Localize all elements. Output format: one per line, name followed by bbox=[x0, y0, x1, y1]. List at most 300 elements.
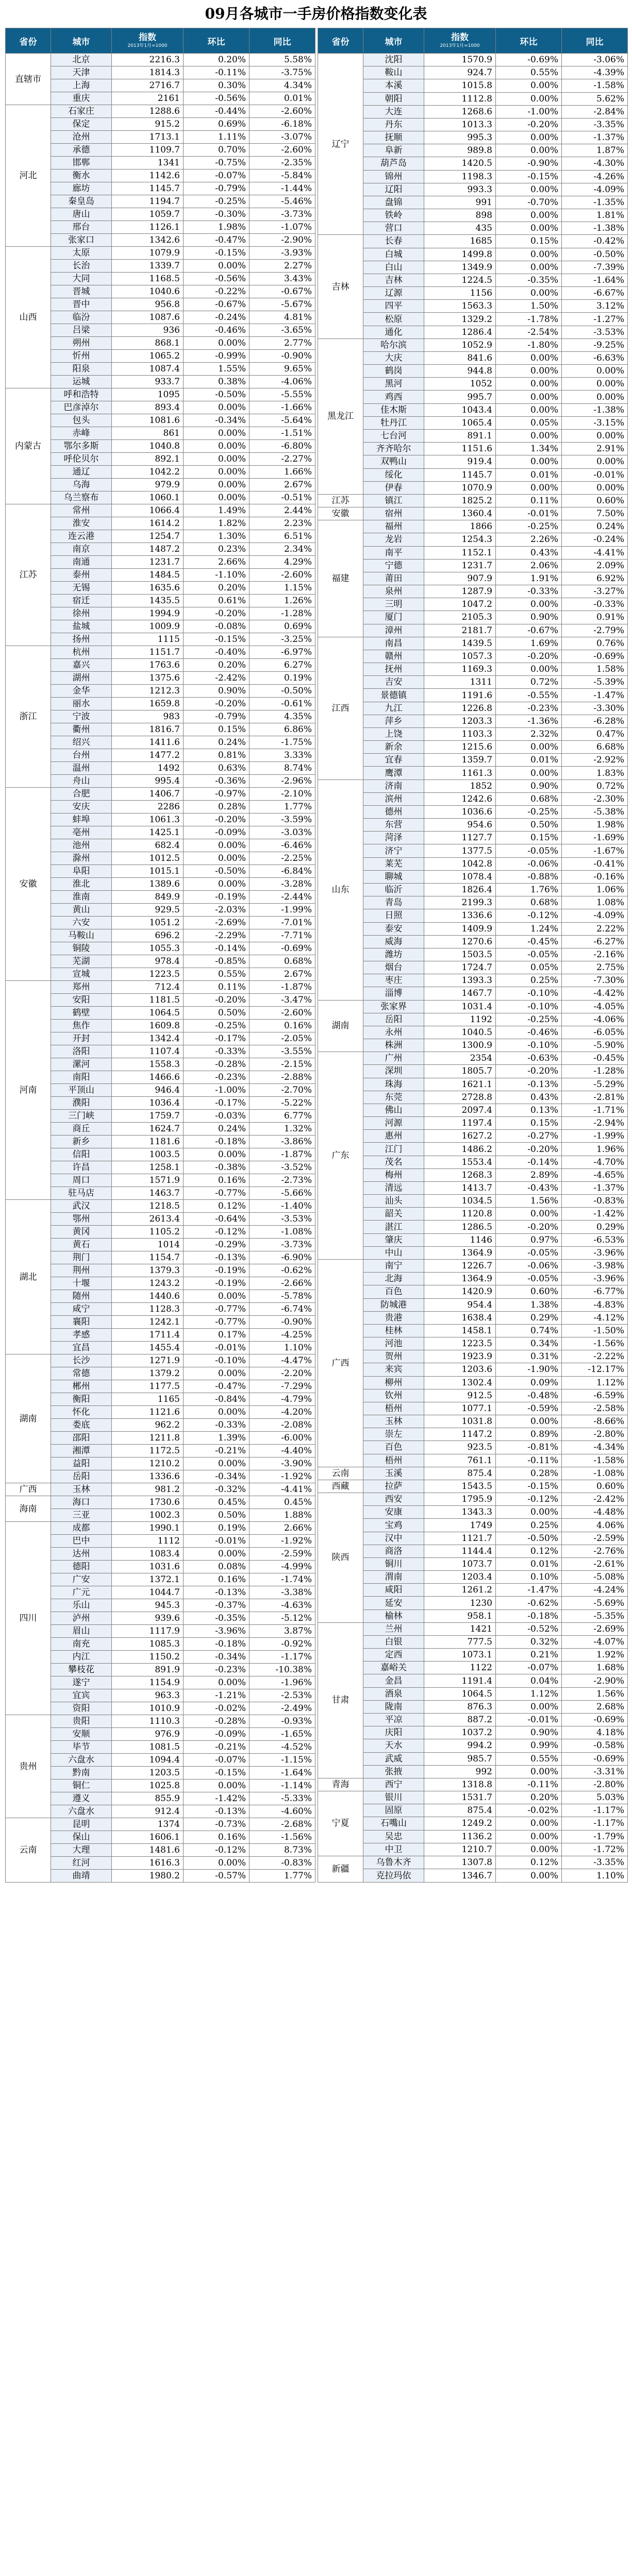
price-index: 849.9 bbox=[112, 891, 184, 904]
mom-change: 0.00% bbox=[496, 287, 562, 300]
mom-change: 0.00% bbox=[496, 131, 562, 144]
yoy-change: -6.46% bbox=[250, 839, 315, 852]
mom-change: -2.29% bbox=[184, 929, 250, 942]
price-index: 1015.8 bbox=[424, 79, 496, 92]
yoy-change: 1.87% bbox=[562, 144, 628, 157]
price-index: 912.5 bbox=[424, 1389, 496, 1402]
city-name: 铜陵 bbox=[51, 942, 112, 955]
table-row bbox=[6, 221, 315, 234]
table-row bbox=[318, 1285, 628, 1298]
city-name: 朝阳 bbox=[363, 92, 424, 105]
city-name: 乐山 bbox=[51, 1599, 112, 1612]
yoy-change: -2.59% bbox=[562, 1532, 628, 1545]
mom-change: 0.00% bbox=[496, 1830, 562, 1843]
yoy-change: 0.00% bbox=[562, 481, 628, 494]
mom-change: 2.66% bbox=[184, 556, 250, 569]
mom-change: 0.00% bbox=[184, 427, 250, 440]
price-index: 1103.3 bbox=[424, 727, 496, 740]
city-name: 重庆 bbox=[51, 92, 112, 105]
city-name: 阜阳 bbox=[51, 865, 112, 878]
price-index: 1087.6 bbox=[112, 311, 184, 324]
yoy-change: -6.18% bbox=[250, 118, 315, 131]
yoy-change: -0.67% bbox=[250, 285, 315, 298]
yoy-change: -0.69% bbox=[562, 650, 628, 663]
price-index: 1003.5 bbox=[112, 1148, 184, 1161]
city-name: 肇庆 bbox=[363, 1233, 424, 1246]
table-row bbox=[318, 857, 628, 870]
city-name: 温州 bbox=[51, 762, 112, 775]
yoy-change: -1.69% bbox=[562, 832, 628, 844]
price-index: 1923.9 bbox=[424, 1350, 496, 1363]
mom-change: 0.00% bbox=[496, 391, 562, 403]
city-name: 本溪 bbox=[363, 79, 424, 92]
price-index: 1012.5 bbox=[112, 852, 184, 865]
mom-change: -0.18% bbox=[184, 1136, 250, 1148]
city-name: 白城 bbox=[363, 248, 424, 261]
mom-change: -1.00% bbox=[184, 1084, 250, 1097]
price-index: 1713.1 bbox=[112, 131, 184, 144]
table-row bbox=[6, 1316, 315, 1329]
price-index: 777.5 bbox=[424, 1635, 496, 1648]
price-index: 1435.5 bbox=[112, 595, 184, 607]
price-index: 995.7 bbox=[424, 391, 496, 403]
price-index: 1044.7 bbox=[112, 1586, 184, 1599]
price-index: 1249.2 bbox=[424, 1817, 496, 1830]
city-name: 七台河 bbox=[363, 429, 424, 442]
yoy-change: 4.35% bbox=[250, 710, 315, 723]
yoy-change: -3.31% bbox=[562, 1765, 628, 1778]
province-cell: 江苏 bbox=[6, 504, 51, 646]
mom-change: 0.43% bbox=[496, 546, 562, 559]
yoy-change: -4.79% bbox=[250, 1393, 315, 1406]
city-name: 来宾 bbox=[363, 1363, 424, 1376]
city-name: 玉林 bbox=[51, 1483, 112, 1496]
table-row bbox=[318, 1557, 628, 1570]
yoy-change: -7.71% bbox=[250, 929, 315, 942]
city-name: 贵港 bbox=[363, 1311, 424, 1324]
price-index: 2613.4 bbox=[112, 1213, 184, 1226]
yoy-header: 同比 bbox=[562, 28, 628, 54]
city-name: 盐城 bbox=[51, 620, 112, 633]
city-name: 渭南 bbox=[363, 1571, 424, 1584]
price-index: 1307.8 bbox=[424, 1856, 496, 1869]
mom-change: 0.30% bbox=[184, 79, 250, 92]
mom-change: 0.00% bbox=[184, 1676, 250, 1689]
yoy-change: -0.50% bbox=[562, 248, 628, 261]
price-index: 1342.4 bbox=[112, 1032, 184, 1045]
city-name: 平凉 bbox=[363, 1714, 424, 1726]
yoy-change: -2.88% bbox=[250, 1071, 315, 1084]
city-name: 吉林 bbox=[363, 274, 424, 286]
city-name: 黄石 bbox=[51, 1239, 112, 1251]
mom-change: -0.09% bbox=[184, 1728, 250, 1741]
yoy-change: -1.38% bbox=[562, 222, 628, 235]
yoy-change: 2.23% bbox=[250, 517, 315, 530]
city-name: 河池 bbox=[363, 1337, 424, 1350]
city-name: 岳阳 bbox=[363, 1013, 424, 1026]
city-name: 商丘 bbox=[51, 1123, 112, 1136]
price-index: 1036.4 bbox=[112, 1097, 184, 1110]
price-index: 1711.4 bbox=[112, 1329, 184, 1342]
price-index: 1040.6 bbox=[112, 285, 184, 298]
city-name: 大庆 bbox=[363, 351, 424, 364]
mom-change: -1.00% bbox=[496, 105, 562, 118]
city-name: 咸阳 bbox=[363, 1584, 424, 1597]
yoy-change: 1.10% bbox=[562, 1869, 628, 1883]
city-name: 黔南 bbox=[51, 1767, 112, 1780]
city-name: 南昌 bbox=[363, 637, 424, 650]
table-row bbox=[318, 1156, 628, 1168]
mom-change: -0.12% bbox=[184, 1226, 250, 1239]
price-index: 1110.3 bbox=[112, 1715, 184, 1728]
table-row bbox=[6, 1123, 315, 1136]
mom-change: -0.01% bbox=[184, 1535, 250, 1548]
table-row bbox=[318, 637, 628, 650]
yoy-change: 2.22% bbox=[562, 922, 628, 935]
city-name: 漳州 bbox=[363, 624, 424, 637]
city-name: 玉溪 bbox=[363, 1467, 424, 1480]
table-row bbox=[6, 1535, 315, 1548]
mom-change: -0.23% bbox=[184, 1071, 250, 1084]
mom-change: 0.29% bbox=[496, 1311, 562, 1324]
mom-change: 0.10% bbox=[496, 1571, 562, 1584]
yoy-change: -3.73% bbox=[250, 208, 315, 221]
city-name: 梅州 bbox=[363, 1168, 424, 1181]
price-index: 1360.4 bbox=[424, 507, 496, 520]
city-name: 茂名 bbox=[363, 1156, 424, 1168]
city-name: 莱芜 bbox=[363, 857, 424, 870]
price-index: 1466.6 bbox=[112, 1071, 184, 1084]
price-index: 1571.9 bbox=[112, 1174, 184, 1187]
mom-change: -0.81% bbox=[496, 1441, 562, 1454]
yoy-change: -6.00% bbox=[250, 1432, 315, 1445]
price-index: 992 bbox=[424, 1765, 496, 1778]
price-index: 1146 bbox=[424, 1233, 496, 1246]
city-name: 济宁 bbox=[363, 844, 424, 857]
yoy-change: 3.43% bbox=[250, 273, 315, 285]
city-name: 平顶山 bbox=[51, 1084, 112, 1097]
price-index: 1825.2 bbox=[424, 494, 496, 507]
mom-change: 0.11% bbox=[496, 494, 562, 507]
price-index: 1288.6 bbox=[112, 105, 184, 118]
table-row bbox=[6, 1007, 315, 1020]
yoy-change: 1.68% bbox=[562, 1662, 628, 1674]
yoy-change: -6.63% bbox=[562, 351, 628, 364]
mom-change: 0.20% bbox=[496, 1791, 562, 1804]
mom-change: 0.45% bbox=[184, 1496, 250, 1509]
city-name: 齐齐哈尔 bbox=[363, 443, 424, 455]
city-header: 城市 bbox=[363, 28, 424, 54]
table-row bbox=[318, 987, 628, 1000]
price-index: 875.4 bbox=[424, 1804, 496, 1817]
price-index: 991 bbox=[424, 196, 496, 209]
city-name: 承德 bbox=[51, 144, 112, 157]
yoy-change: 4.81% bbox=[250, 311, 315, 324]
mom-change: 1.12% bbox=[496, 1687, 562, 1700]
province-cell: 广东 bbox=[318, 1052, 363, 1260]
table-row bbox=[6, 1419, 315, 1432]
table-row bbox=[6, 1767, 315, 1780]
yoy-change: -1.99% bbox=[562, 1130, 628, 1143]
table-row bbox=[6, 350, 315, 363]
price-index: 1375.6 bbox=[112, 672, 184, 685]
table-row bbox=[6, 1496, 315, 1509]
table-row bbox=[318, 326, 628, 338]
table-row bbox=[318, 1026, 628, 1039]
city-name: 桂林 bbox=[363, 1324, 424, 1337]
yoy-change: -5.33% bbox=[250, 1792, 315, 1805]
yoy-change: -0.45% bbox=[562, 1052, 628, 1065]
yoy-change: -4.07% bbox=[562, 1635, 628, 1648]
yoy-change: -3.07% bbox=[250, 131, 315, 144]
table-row bbox=[6, 260, 315, 273]
mom-change: -0.35% bbox=[496, 274, 562, 286]
city-name: 邵阳 bbox=[51, 1432, 112, 1445]
table-row bbox=[318, 1622, 628, 1635]
mom-change: -0.45% bbox=[496, 935, 562, 948]
yoy-change: -5.55% bbox=[250, 388, 315, 401]
city-name: 锦州 bbox=[363, 170, 424, 183]
mom-change: -0.33% bbox=[184, 1045, 250, 1058]
city-name: 秦皇岛 bbox=[51, 195, 112, 208]
price-index: 1990.1 bbox=[112, 1522, 184, 1535]
price-index: 1230 bbox=[424, 1597, 496, 1609]
mom-change: 1.39% bbox=[184, 1432, 250, 1445]
table-row bbox=[6, 517, 315, 530]
yoy-change: -0.83% bbox=[562, 1195, 628, 1208]
province-header: 省份 bbox=[6, 28, 51, 54]
price-index: 1154.7 bbox=[112, 1251, 184, 1264]
province-cell: 河北 bbox=[6, 105, 51, 247]
price-index: 1040.5 bbox=[424, 1026, 496, 1039]
price-index: 1073.7 bbox=[424, 1557, 496, 1570]
price-index: 1531.7 bbox=[424, 1791, 496, 1804]
province-cell: 河南 bbox=[6, 981, 51, 1200]
price-index: 855.9 bbox=[112, 1792, 184, 1805]
left-price-table bbox=[5, 28, 315, 1883]
mom-change: -0.50% bbox=[184, 388, 250, 401]
table-row bbox=[6, 1818, 315, 1831]
price-index: 1215.6 bbox=[424, 741, 496, 754]
mom-change: -0.20% bbox=[496, 118, 562, 131]
yoy-change: 1.88% bbox=[250, 1509, 315, 1522]
mom-change: 1.11% bbox=[184, 131, 250, 144]
mom-change: -0.56% bbox=[184, 273, 250, 285]
price-index: 1165 bbox=[112, 1393, 184, 1406]
price-index: 1421 bbox=[424, 1622, 496, 1635]
table-row bbox=[6, 1844, 315, 1857]
yoy-change: -2.90% bbox=[562, 1674, 628, 1687]
price-index: 1231.7 bbox=[112, 556, 184, 569]
mom-header: 环比 bbox=[184, 28, 250, 54]
price-index: 995.3 bbox=[424, 131, 496, 144]
price-index: 1127.7 bbox=[424, 832, 496, 844]
mom-change: 0.90% bbox=[496, 779, 562, 792]
mom-change: 0.00% bbox=[496, 209, 562, 222]
mom-change: 0.21% bbox=[496, 1649, 562, 1662]
table-row bbox=[318, 1856, 628, 1869]
mom-change: 0.01% bbox=[496, 754, 562, 767]
city-name: 毕节 bbox=[51, 1741, 112, 1754]
city-name: 西宁 bbox=[363, 1778, 424, 1791]
mom-change: -0.11% bbox=[496, 1454, 562, 1467]
yoy-change: -1.28% bbox=[562, 1065, 628, 1078]
mom-change: 0.00% bbox=[496, 1843, 562, 1856]
city-name: 潍坊 bbox=[363, 948, 424, 961]
table-row bbox=[6, 891, 315, 904]
mom-change: 0.55% bbox=[496, 1752, 562, 1765]
price-index: 1172.5 bbox=[112, 1445, 184, 1458]
price-index: 1492 bbox=[112, 762, 184, 775]
mom-change: 0.60% bbox=[496, 1285, 562, 1298]
table-row bbox=[318, 1532, 628, 1545]
table-row bbox=[6, 1200, 315, 1213]
city-name: 四平 bbox=[363, 300, 424, 313]
yoy-change: 4.06% bbox=[562, 1519, 628, 1532]
yoy-change: -1.75% bbox=[250, 736, 315, 749]
city-name: 三明 bbox=[363, 598, 424, 611]
yoy-change: -1.58% bbox=[562, 1454, 628, 1467]
table-row bbox=[318, 1791, 628, 1804]
mom-change: 0.12% bbox=[184, 1200, 250, 1213]
mom-change: 0.25% bbox=[496, 1519, 562, 1532]
price-index: 1300.9 bbox=[424, 1039, 496, 1052]
table-row bbox=[318, 624, 628, 637]
mom-change: 0.19% bbox=[184, 1522, 250, 1535]
city-name: 泉州 bbox=[363, 585, 424, 598]
city-name: 扬州 bbox=[51, 633, 112, 646]
mom-change: 0.00% bbox=[184, 1367, 250, 1380]
price-index: 1040.8 bbox=[112, 440, 184, 453]
city-name: 抚州 bbox=[363, 663, 424, 676]
mom-change: 0.00% bbox=[496, 1869, 562, 1883]
price-index: 1254.7 bbox=[112, 530, 184, 543]
city-name: 西安 bbox=[363, 1493, 424, 1506]
yoy-change: 1.83% bbox=[562, 767, 628, 779]
yoy-change: 1.12% bbox=[562, 1376, 628, 1389]
city-name: 定西 bbox=[363, 1649, 424, 1662]
table-row bbox=[318, 365, 628, 378]
table-row bbox=[318, 1130, 628, 1143]
city-name: 巴彦淖尔 bbox=[51, 401, 112, 414]
yoy-change: -7.39% bbox=[562, 261, 628, 274]
mom-change: -0.13% bbox=[184, 1251, 250, 1264]
mom-change: -0.23% bbox=[496, 702, 562, 715]
table-row bbox=[6, 1561, 315, 1573]
table-row bbox=[6, 1084, 315, 1097]
city-name: 百色 bbox=[363, 1441, 424, 1454]
yoy-change: -7.30% bbox=[562, 974, 628, 987]
price-index: 1503.5 bbox=[424, 948, 496, 961]
price-index: 1624.7 bbox=[112, 1123, 184, 1136]
city-name: 襄阳 bbox=[51, 1316, 112, 1329]
table-row bbox=[6, 479, 315, 492]
city-name: 遵义 bbox=[51, 1792, 112, 1805]
price-index: 1121.6 bbox=[112, 1406, 184, 1419]
mom-change: 0.01% bbox=[496, 1557, 562, 1570]
price-index: 1286.4 bbox=[424, 326, 496, 338]
mom-change: -0.15% bbox=[496, 170, 562, 183]
yoy-change: 5.62% bbox=[562, 92, 628, 105]
mom-change: 1.69% bbox=[496, 637, 562, 650]
price-index: 1105.2 bbox=[112, 1226, 184, 1239]
table-row bbox=[6, 865, 315, 878]
yoy-change: -1.37% bbox=[562, 1181, 628, 1194]
price-index: 1051.2 bbox=[112, 917, 184, 929]
price-index: 1329.2 bbox=[424, 313, 496, 326]
table-row bbox=[6, 157, 315, 170]
price-index: 963.3 bbox=[112, 1689, 184, 1702]
yoy-change: 0.60% bbox=[562, 494, 628, 507]
table-row bbox=[318, 235, 628, 248]
city-name: 朔州 bbox=[51, 337, 112, 350]
yoy-change: -6.80% bbox=[250, 440, 315, 453]
table-row bbox=[318, 378, 628, 391]
mom-change: -0.05% bbox=[496, 1273, 562, 1285]
table-row bbox=[318, 105, 628, 118]
price-index: 891.9 bbox=[112, 1664, 184, 1676]
table-row bbox=[6, 1715, 315, 1728]
city-name: 梧州 bbox=[363, 1454, 424, 1467]
yoy-change: -2.58% bbox=[562, 1402, 628, 1415]
mom-change: -0.14% bbox=[496, 1156, 562, 1168]
table-row bbox=[6, 929, 315, 942]
yoy-change: 0.00% bbox=[562, 365, 628, 378]
price-index: 1379.2 bbox=[112, 1367, 184, 1380]
yoy-change: -3.53% bbox=[250, 1213, 315, 1226]
table-row bbox=[6, 607, 315, 620]
price-index: 962.2 bbox=[112, 1419, 184, 1432]
city-name: 湘潭 bbox=[51, 1445, 112, 1458]
table-row bbox=[6, 878, 315, 891]
price-index: 978.4 bbox=[112, 955, 184, 968]
mom-change: 0.16% bbox=[184, 1573, 250, 1586]
mom-change: -0.14% bbox=[184, 942, 250, 955]
city-name: 萍乡 bbox=[363, 715, 424, 727]
mom-change: 0.70% bbox=[184, 144, 250, 157]
province-cell: 陕西 bbox=[318, 1493, 363, 1623]
table-row bbox=[6, 92, 315, 105]
mom-change: -0.84% bbox=[184, 1393, 250, 1406]
yoy-change: -4.34% bbox=[562, 1441, 628, 1454]
yoy-change: -4.65% bbox=[562, 1168, 628, 1181]
table-row bbox=[318, 1597, 628, 1609]
table-row bbox=[318, 1052, 628, 1065]
table-row bbox=[6, 1058, 315, 1071]
city-name: 镇江 bbox=[363, 494, 424, 507]
price-index: 1197.4 bbox=[424, 1117, 496, 1130]
city-name: 梧州 bbox=[363, 1402, 424, 1415]
city-name: 厦门 bbox=[363, 611, 424, 624]
price-index: 1409.9 bbox=[424, 922, 496, 935]
price-index: 876.3 bbox=[424, 1700, 496, 1713]
table-row bbox=[6, 1638, 315, 1651]
mom-change: -0.20% bbox=[184, 814, 250, 826]
price-index: 1286.5 bbox=[424, 1221, 496, 1233]
mom-change: -0.33% bbox=[496, 585, 562, 598]
table-row bbox=[6, 672, 315, 685]
price-index: 1203.3 bbox=[424, 715, 496, 727]
yoy-change: -2.08% bbox=[250, 1419, 315, 1432]
yoy-change: 6.92% bbox=[562, 572, 628, 585]
mom-change: 0.81% bbox=[184, 749, 250, 762]
mom-change: 0.00% bbox=[184, 839, 250, 852]
yoy-change: -2.35% bbox=[250, 157, 315, 170]
price-index: 1379.3 bbox=[112, 1264, 184, 1277]
city-name: 海口 bbox=[51, 1496, 112, 1509]
city-name: 巴中 bbox=[51, 1535, 112, 1548]
yoy-change: -3.53% bbox=[562, 326, 628, 338]
